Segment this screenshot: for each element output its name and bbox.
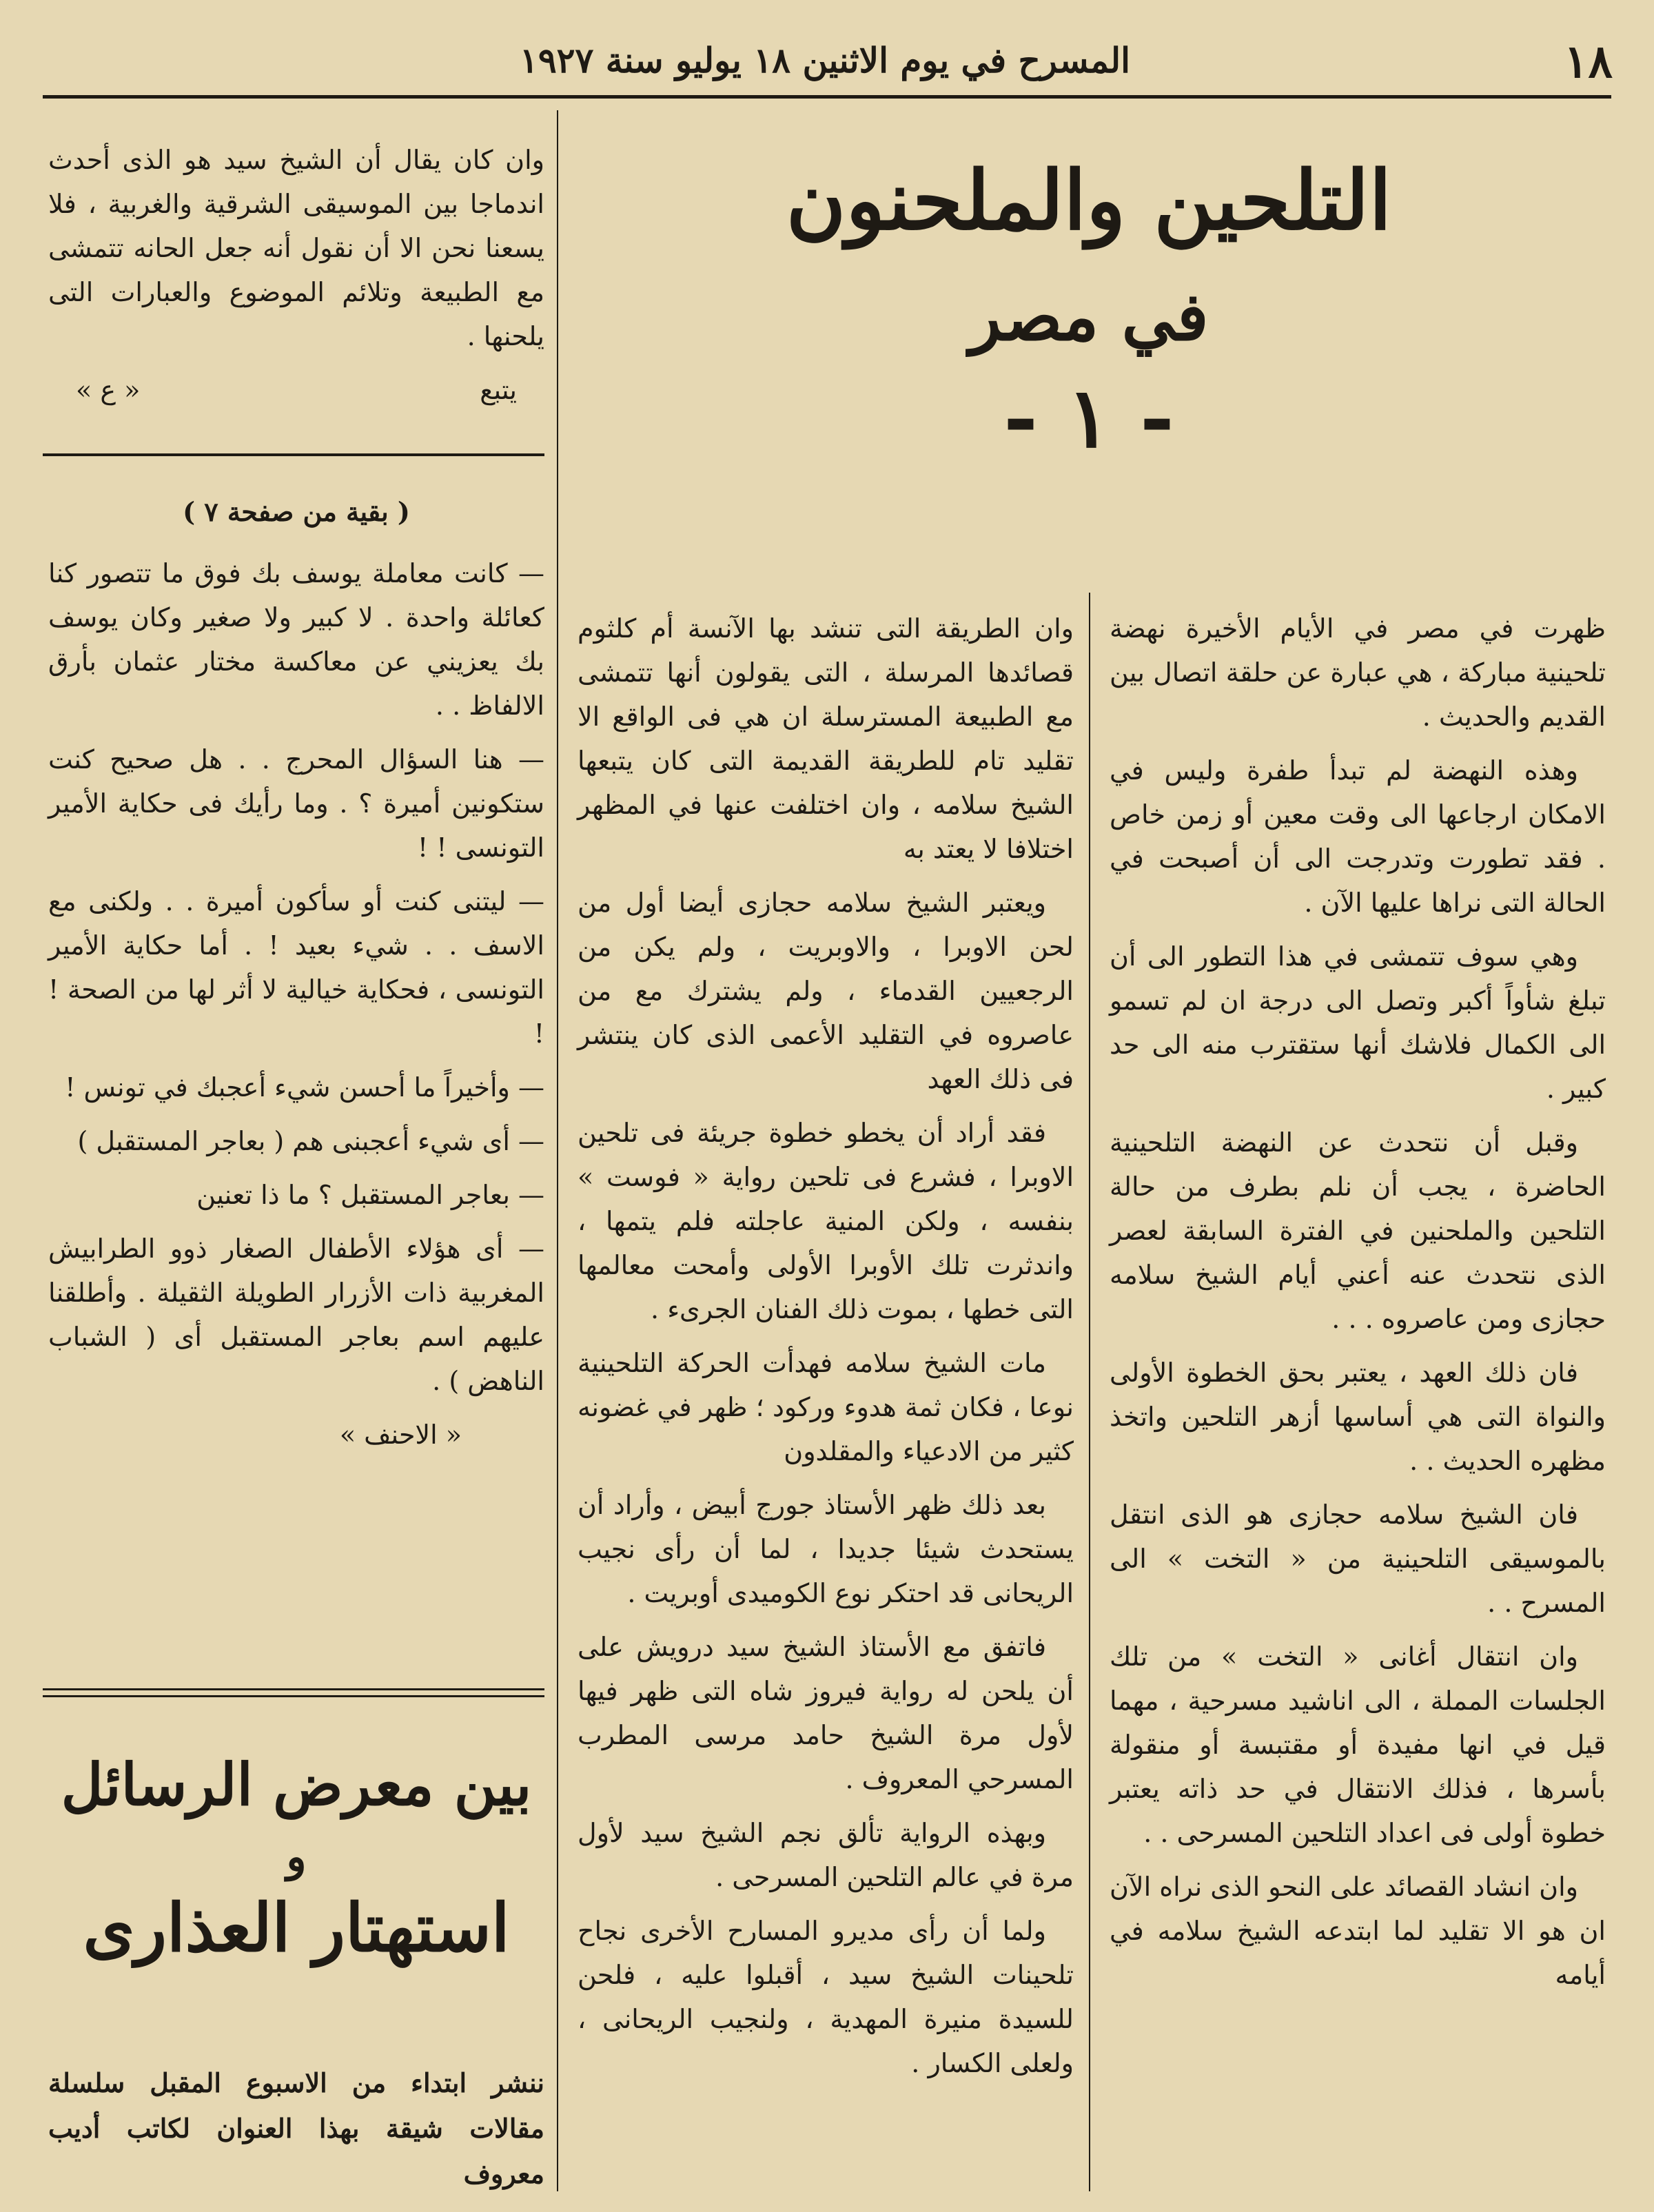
article-title: التلحين والملحنون xyxy=(786,152,1392,248)
continued-label: يتبع xyxy=(480,375,517,405)
paragraph: مات الشيخ سلامه فهدأت الحركة التلحينية نوعا ، فكان ثمة هدوء وركود ؛ ظهر في غضونه كثير من الادعياء والمقلدون xyxy=(578,1348,1074,1466)
continuation-heading: ( بقية من صفحة ٧ ) xyxy=(183,496,410,527)
article-footer xyxy=(48,368,544,412)
announcement-title-line1: بين معرض الرسائل xyxy=(61,1750,532,1819)
announcement-rule-top xyxy=(43,1688,544,1690)
left-top-article xyxy=(48,138,544,412)
dialogue-line: — كانت معاملة يوسف بك فوق ما تتصور كنا كعائلة واحدة . لا كبير ولا صغير وكان يوسف بك يعزيني عن معاكسة مختار عثمان بأرق الالفاظ . . xyxy=(48,558,544,721)
announcement-connector: و xyxy=(286,1833,307,1881)
article-column-middle xyxy=(578,606,1074,2095)
announcement-text xyxy=(48,2060,544,2206)
author-signature: « ع » xyxy=(76,375,141,405)
article-subtitle: في مصر xyxy=(969,277,1209,356)
dialogue-line: — هنا السؤال المحرج . . هل صحيح كنت ستكونين أميرة ؟ . وما رأيك فى حكاية الأمير التونسى ! ! xyxy=(48,744,544,863)
dialogue-line: — بعاجر المستقبل ؟ ما ذا تعنين xyxy=(196,1180,544,1210)
paragraph: وهذه النهضة لم تبدأ طفرة وليس في الامكان ارجاعها الى وقت معين أو زمن خاص . فقد تطورت وتدرجت الى أن أصبحت في الحالة التى نراها عليها الآن . xyxy=(1110,755,1606,918)
paragraph: وان انتقال أغانى « التخت » من تلك الجلسات المملة ، الى اناشيد مسرحية ، مهما قيل في انها مفيدة أو مقتبسة أو منقولة بأسرها ، فذلك الانتقال في حد ذاته يعتبر خطوة أولى فى اعداد التلحين المسرحى . . xyxy=(1110,1641,1606,1848)
paragraph: فان ذلك العهد ، يعتبر بحق الخطوة الأولى والنواة التى هي أساسها أزهر التلحين واتخذ مظهره الحديث . . xyxy=(1110,1358,1606,1476)
dialogue-line: — أى شيء أعجبنى هم ( بعاجر المستقبل ) xyxy=(77,1126,544,1156)
dialogue-line: — أى هؤلاء الأطفال الصغار ذوو الطرابيش المغربية ذات الأزرار الطويلة الثقيلة . وأطلقنا عليهم اسم بعاجر المستقبل أى ( الشباب الناهض ) . xyxy=(48,1233,544,1396)
paragraph: وهي سوف تتمشى في هذا التطور الى أن تبلغ شأواً أكبر وتصل الى درجة ان لم تسمو الى الكمال فلاشك أنها ستقترب منه الى حد كبير . xyxy=(1110,941,1606,1104)
paragraph: فقد أراد أن يخطو خطوة جريئة فى تلحين الاوبرا ، فشرع فى تلحين رواية « فوست » بنفسه ، ولكن المنية عاجلته فلم يتمها ، واندثرت تلك الأوبرا الأولى وأمحت معالمها التى خطها ، بموت ذلك الفنان الجرىء . xyxy=(578,1118,1074,1324)
header-rule xyxy=(43,95,1611,99)
paragraph: بعد ذلك ظهر الأستاذ جورج أبيض ، وأراد أن يستحدث شيئا جديدا ، لما أن رأى نجيب الريحانى قد احتكر نوع الكوميدى أوبريت . xyxy=(578,1490,1074,1608)
announcement-title-line2: استهتار العذارى xyxy=(83,1889,510,1967)
paragraph: فاتفق مع الأستاذ الشيخ سيد درويش على أن يلحن له رواية فيروز شاه التى ظهر فيها لأول مرة الشيخ حامد مرسى المطرب المسرحي المعروف . xyxy=(578,1632,1074,1794)
continuation-column xyxy=(48,551,544,1457)
column-divider-left xyxy=(557,110,558,2191)
section-rule xyxy=(43,453,544,456)
dialogue-line: — وأخيراً ما أحسن شيء أعجبك في تونس ! xyxy=(65,1072,544,1103)
publication-line: المسرح في يوم الاثنين ١٨ يوليو سنة ١٩٢٧ xyxy=(519,40,1130,81)
paragraph: ظهرت في مصر في الأيام الأخيرة نهضة تلحينية مباركة ، هي عبارة عن حلقة اتصال بين القديم والحديث . xyxy=(1110,613,1606,732)
paragraph: ولما أن رأى مديرو المسارح الأخرى نجاح تلحينات الشيخ سيد ، أقبلوا عليه ، فلحن للسيدة منيرة المهدية ، ولنجيب الريحانى ، ولعلى الكسار . xyxy=(578,1916,1074,2078)
page-number: ١٨ xyxy=(1564,34,1613,88)
paragraph: وان كان يقال أن الشيخ سيد هو الذى أحدث اندماجا بين الموسيقى الشرقية والغربية ، فلا يسعنا نحن الا أن نقول أنه جعل الحانه تتمشى مع الطبيعة وتلائم الموضوع والعبارات التى يلحنها . xyxy=(48,145,544,351)
column-divider-right xyxy=(1089,593,1090,2191)
paragraph: وقبل أن نتحدث عن النهضة التلحينية الحاضرة ، يجب أن نلم بطرف من حالة التلحين والملحنين في الفترة السابقة لعصر الذى نتحدث عنه أعني أيام الشيخ سلامه حجازى ومن عاصروه . . . xyxy=(1110,1127,1606,1334)
page-header xyxy=(41,28,1613,90)
paragraph: وان انشاد القصائد على النحو الذى نراه الآن ان هو الا تقليد لما ابتدعه الشيخ سلامه في أيامه xyxy=(1110,1872,1606,1990)
author-signature: « الاحنف » xyxy=(339,1420,462,1450)
paragraph: وان الطريقة التى تنشد بها الآنسة أم كلثوم قصائدها المرسلة ، التى يقولون أنها تتمشى مع الطبيعة المسترسلة ان هي فى الواقع الا تقليد تام للطريقة القديمة التى كان يتبعها الشيخ سلامه ، وان اختلفت عنها في المظهر اختلافا لا يعتد به xyxy=(578,613,1074,864)
article-part-number: - ١ - xyxy=(1003,369,1174,467)
announcement-rule-bottom xyxy=(43,1695,544,1697)
paragraph: فان الشيخ سلامه حجازى هو الذى انتقل بالموسيقى التلحينية من « التخت » الى المسرح . . xyxy=(1110,1499,1606,1618)
paragraph: ننشر ابتداء من الاسبوع المقبل سلسلة مقالات شيقة بهذا العنوان لكاتب أديب معروف xyxy=(48,2067,544,2189)
dialogue-line: — ليتنى كنت أو سأكون أميرة . . ولكنى مع الاسف . . شيء بعيد ! . أما حكاية الأمير التونسى ، فحكاية خيالية لا أثر لها من الصحة ! ! xyxy=(48,886,544,1049)
paragraph: وبهذه الرواية تألق نجم الشيخ سيد لأول مرة في عالم التلحين المسرحى . xyxy=(578,1818,1074,1892)
article-title-block xyxy=(579,152,1599,467)
article-column-right xyxy=(1110,606,1606,2007)
paragraph: ويعتبر الشيخ سلامه حجازى أيضا أول من لحن الاوبرا ، والاوبريت ، ولم يكن من الرجعيين القدماء ، ولم يشترك مع من عاصروه في التقليد الأعمى الذى كان ينتشر فى ذلك العهد xyxy=(578,888,1074,1094)
